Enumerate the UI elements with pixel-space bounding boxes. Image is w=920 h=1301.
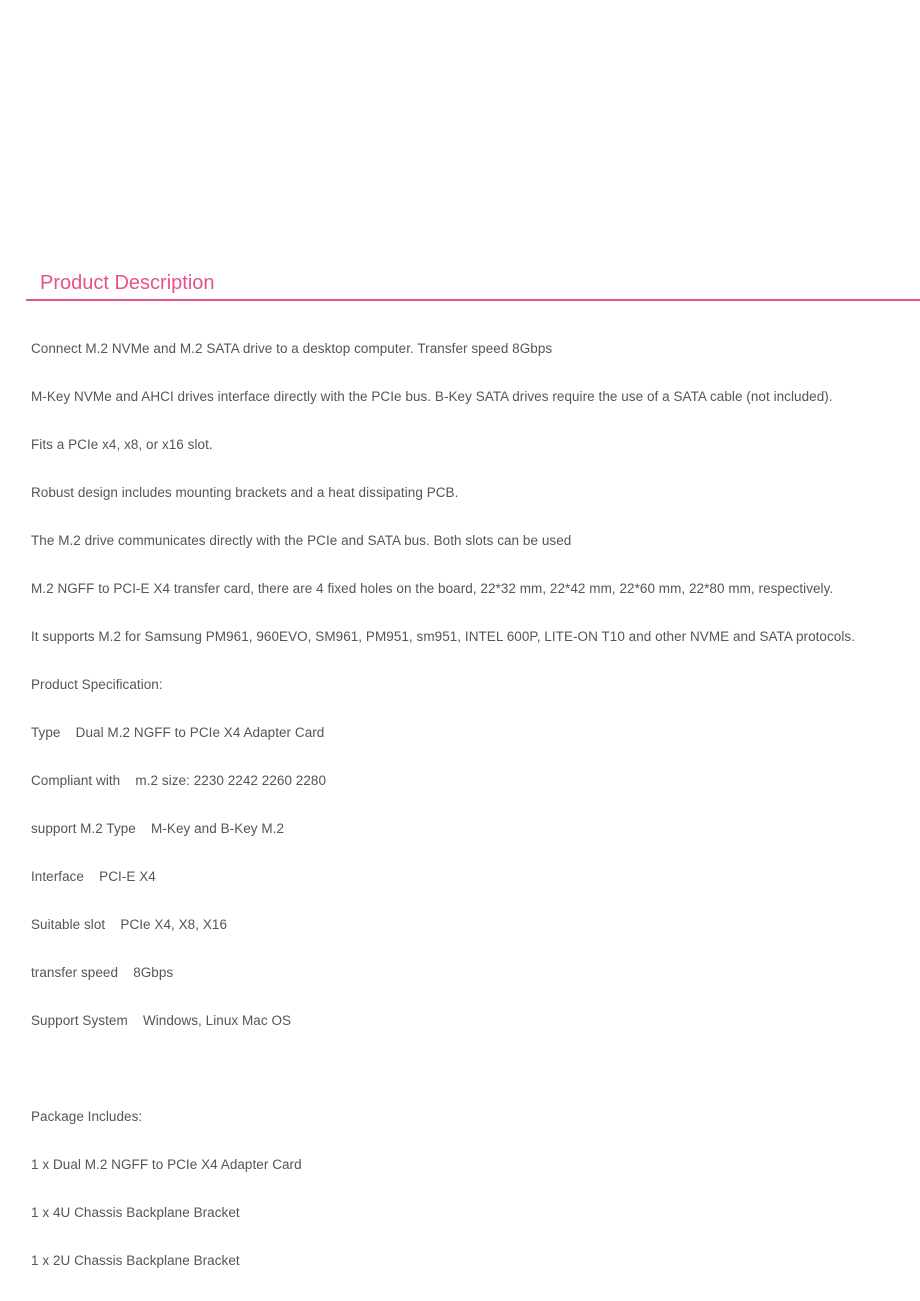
package-item: 1 x 2U Chassis Backplane Bracket — [31, 1253, 240, 1268]
description-line: Fits a PCIe x4, x8, or x16 slot. — [31, 437, 213, 452]
description-line: The M.2 drive communicates directly with the PCIe and SATA bus. Both slots can be used — [31, 533, 572, 548]
package-heading: Package Includes: — [31, 1109, 143, 1124]
section-title: Product Description — [40, 272, 215, 294]
description-line: It supports M.2 for Samsung PM961, 960EVO, SM961, PM951, sm951, INTEL 600P, LITE-ON T10 and other NVME and SATA protocols. — [31, 629, 855, 644]
spacer — [31, 1061, 920, 1077]
description-line: Connect M.2 NVMe and M.2 SATA drive to a desktop computer. Transfer speed 8Gbps — [31, 341, 553, 356]
spec-row: Support System Windows, Linux Mac OS — [31, 1013, 292, 1028]
description-content — [26, 301, 920, 1301]
spec-row: support M.2 Type M-Key and B-Key M.2 — [31, 821, 285, 836]
product-description-section — [26, 270, 920, 1301]
spec-heading: Product Specification: — [31, 677, 163, 692]
description-line: M.2 NGFF to PCI-E X4 transfer card, there are 4 fixed holes on the board, 22*32 mm, 22*42 mm, 22*60 mm, 22*80 mm, respectively. — [31, 581, 834, 596]
description-line: M-Key NVMe and AHCI drives interface directly with the PCIe bus. B-Key SATA drives require the use of a SATA cable (not included). — [31, 389, 833, 404]
spec-row: transfer speed 8Gbps — [31, 965, 174, 980]
spec-row: Compliant with m.2 size: 2230 2242 2260 2280 — [31, 773, 327, 788]
spec-row: Interface PCI-E X4 — [31, 869, 156, 884]
spec-row: Suitable slot PCIe X4, X8, X16 — [31, 917, 228, 932]
package-item: 1 x 4U Chassis Backplane Bracket — [31, 1205, 240, 1220]
package-item: 1 x Dual M.2 NGFF to PCIe X4 Adapter Card — [31, 1157, 302, 1172]
spec-row: Type Dual M.2 NGFF to PCIe X4 Adapter Card — [31, 725, 325, 740]
description-line: Robust design includes mounting brackets and a heat dissipating PCB. — [31, 485, 459, 500]
